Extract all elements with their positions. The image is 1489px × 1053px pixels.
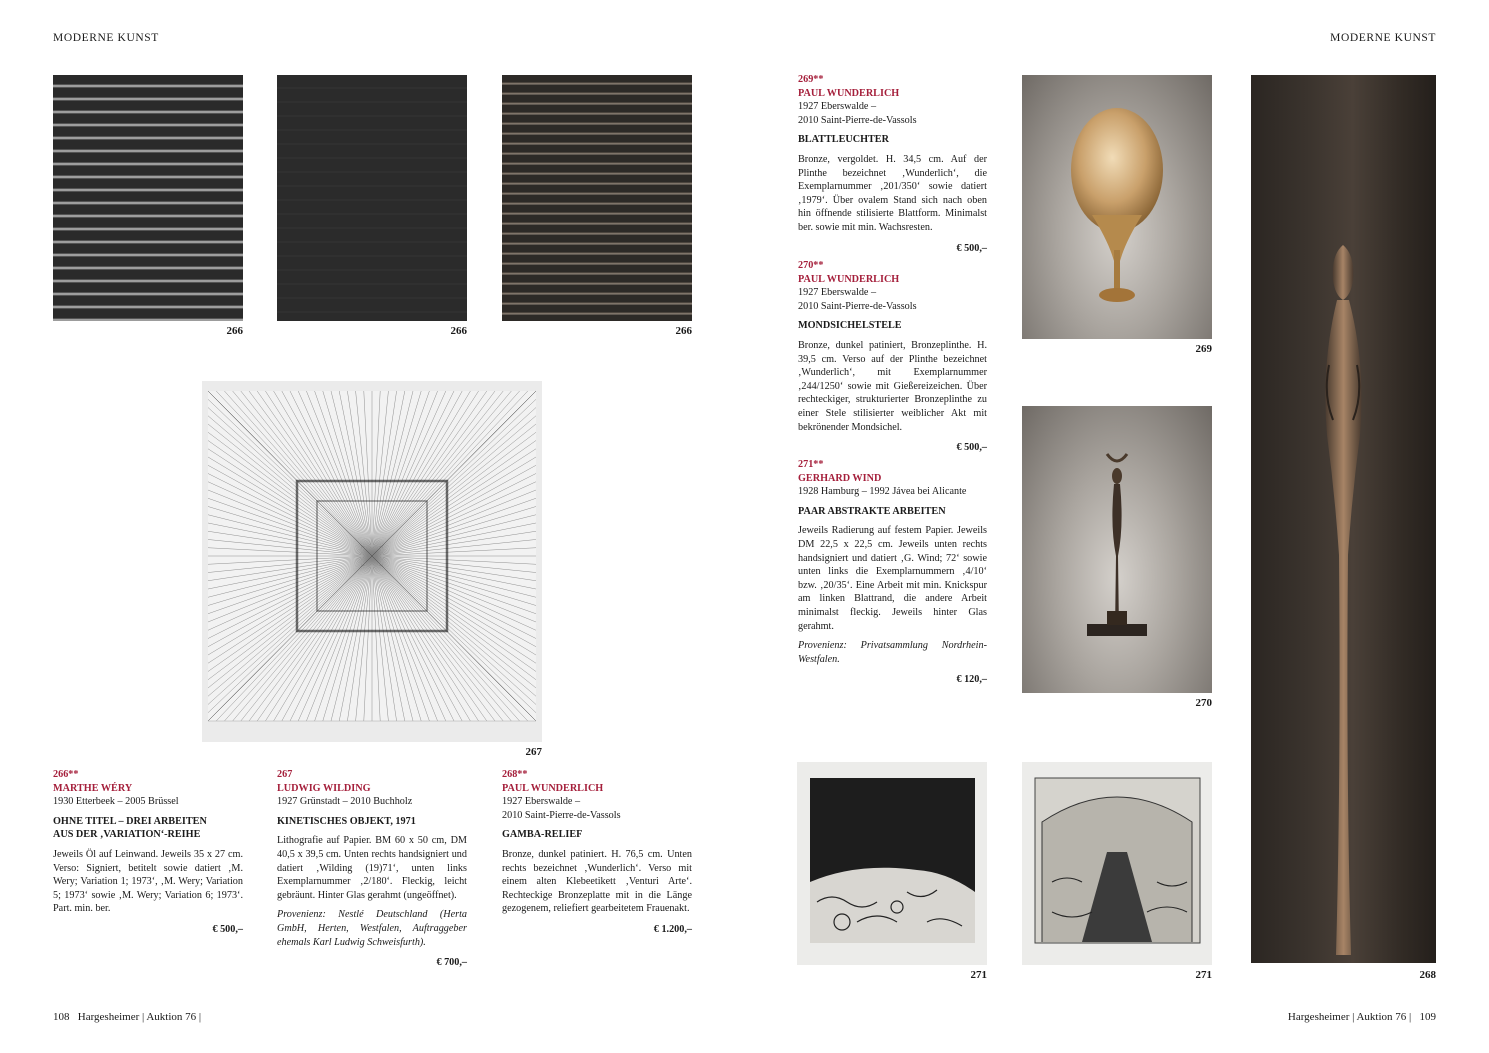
left-page-header: MODERNE KUNST [53,32,159,44]
page-number: 109 [1419,1011,1436,1023]
leaf-candlestick-graphic [1022,75,1212,339]
lot-number: 269 [798,74,814,85]
lot-title: OHNE TITEL – DREI ARBEITEN AUS DER ‚VARIATION‘-REIHE [53,815,207,841]
lot-provenance: Provenienz: Nestlé Deutschland (Herta GmbH, Herten, Westfalen, Auftraggeber ehemals Karl Ludwig Schweisfurth). [277,909,467,948]
lot-artist: GERHARD WIND [798,472,882,484]
lot-life-dates: 1927 Eberswalde – 2010 Saint-Pierre-de-Vassols [502,796,621,821]
kinetisches-objekt-image [202,381,542,742]
blattleuchter-image [1022,75,1212,339]
lot-description: Bronze, vergoldet. H. 34,5 cm. Auf der Plinthe bezeichnet ‚Wunderlich‘, die Exemplarnummer ‚201/350‘ sowie datiert ‚1979‘. Über ovalem Stand sich nach oben hin öffnende stilisierte Blattform. Minimalst ber. sowie mit min. Wachsresten. [798,153,987,233]
lot-artist: PAUL WUNDERLICH [798,87,900,99]
lot-life-dates: 1927 Eberswalde – 2010 Saint-Pierre-de-Vassols [798,287,917,312]
lot-271 [798,458,987,687]
image-caption: 271 [970,969,987,981]
lot-life-dates: 1927 Grünstadt – 2010 Buchholz [277,796,413,808]
mondsichelstele-image [1022,406,1212,693]
etching-2-graphic [1022,762,1212,965]
lot-price: € 700,– [436,957,467,969]
lot-title: BLATTLEUCHTER [798,134,889,146]
lot-269 [798,73,987,255]
publisher-label: Hargesheimer | Auktion 76 | [77,1011,202,1023]
radierung-1-image [797,762,987,965]
lot-mark: ** [813,74,824,85]
lot-price: € 500,– [956,242,987,254]
lot-price: € 500,– [956,442,987,454]
lot-268 [502,768,692,937]
image-caption: 271 [1195,969,1212,981]
lot-artist: LUDWIG WILDING [277,782,371,794]
lot-description: Lithografie auf Papier. BM 60 x 50 cm, DM 40,5 x 39,5 cm. Unten rechts handsigniert und datiert ‚Wilding (19)71‘, unten links Exemplarnummer ‚2/180‘. Fleckig, leicht gebräunt. Hinter Glas gerahmt (ungeöffnet). [277,835,467,901]
lot-life-dates: 1927 Eberswalde – 2010 Saint-Pierre-de-Vassols [798,101,917,126]
radierung-2-image [1022,762,1212,965]
gamba-relief-image [1251,75,1436,963]
lot-life-dates: 1928 Hamburg – 1992 Jávea bei Alicante [798,486,967,498]
lot-title: MONDSICHELSTELE [798,320,902,332]
lot-mark: ** [517,769,528,780]
image-caption: 266 [675,325,692,337]
image-caption: 270 [1195,697,1212,709]
image-caption: 269 [1195,343,1212,355]
lot-description: Jeweils Öl auf Leinwand. Jeweils 35 x 27 cm. Verso: Signiert, betitelt sowie datiert ‚M. Wery; Variation 1; 1973‘, ‚M. Wery; Variation 5; 1973‘ sowie ‚M. Wery; Variation 6; 1973‘. Part. min. ber. [53,848,243,915]
lot-267 [277,768,467,970]
lot-number: 268 [502,769,518,780]
lot-life-dates: 1930 Etterbeek – 2005 Brüssel [53,796,179,808]
bronze-relief-graphic [1251,75,1436,963]
lot-artist: PAUL WUNDERLICH [502,782,604,794]
lot-title: GAMBA-RELIEF [502,829,583,841]
image-caption: 267 [525,746,542,758]
page-number: 108 [53,1011,70,1023]
etching-1-graphic [797,762,987,965]
lot-number: 266 [53,769,69,780]
lot-mark: ** [68,769,79,780]
publisher-label: Hargesheimer | Auktion 76 | [1287,1011,1412,1023]
lot-description: Jeweils Radierung auf festem Papier. Jeweils DM 22,5 x 22,5 cm. Jeweils unten rechts handsigniert und datiert ‚G. Wind; 72‘ sowie unten links die Exemplarnummern ‚4/10‘ bzw. ‚20/35‘. Eine Arbeit mit min. Knickspur am linken Blattrand, die andere Arbeit minimalst fleckig. Jeweils hinter Glas gerahmt. [798,525,987,632]
lot-provenance: Provenienz: Privatsammlung Nordrhein-Westfalen. [798,640,987,665]
lot-artist: MARTHE WÉRY [53,782,133,794]
lot-mark: ** [813,260,824,271]
lot-artist: PAUL WUNDERLICH [798,273,900,285]
lot-mark: ** [813,459,824,470]
lot-number: 271 [798,459,814,470]
image-caption: 266 [226,325,243,337]
painting-variation-6-image [502,75,692,321]
lot-number: 270 [798,260,814,271]
lot-price: € 1.200,– [653,923,692,935]
kinetic-lines-graphic [202,381,542,742]
crescent-stele-graphic [1022,406,1212,693]
lot-number: 267 [277,769,293,780]
painting-variation-5-image [277,75,467,321]
left-page-footer [53,1011,201,1023]
lot-270 [798,259,987,455]
lot-title: KINETISCHES OBJEKT, 1971 [277,815,416,827]
image-caption: 268 [1419,969,1436,981]
right-page-header: MODERNE KUNST [1330,32,1436,44]
right-page-footer [1288,1011,1436,1023]
lot-266 [53,768,243,937]
image-caption: 266 [450,325,467,337]
lot-description: Bronze, dunkel patiniert, Bronzeplinthe. H. 39,5 cm. Verso auf der Plinthe bezeichnet ‚Wunderlich‘, mit Exemplarnummer ‚244/1250‘ sowie mit Gießereizeichen. Über rechteckiger, strukturierter Bronzeplinthe zu einer Stele stilisierter weiblicher Akt mit bekrönender Mondsichel. [798,339,987,433]
painting-variation-1-image [53,75,243,321]
lot-description: Bronze, dunkel patiniert. H. 76,5 cm. Unten rechts bezeichnet ‚Wunderlich‘. Verso mit einem alten Klebeetikett ‚Venturi Arte‘. Rechteckige Bronzeplatte mit in die Länge gezogenem, reliefiert gearbeitetem Frauenakt. [502,848,692,915]
lot-price: € 500,– [212,923,243,935]
lot-price: € 120,– [956,674,987,686]
lot-title: PAAR ABSTRAKTE ARBEITEN [798,505,946,517]
